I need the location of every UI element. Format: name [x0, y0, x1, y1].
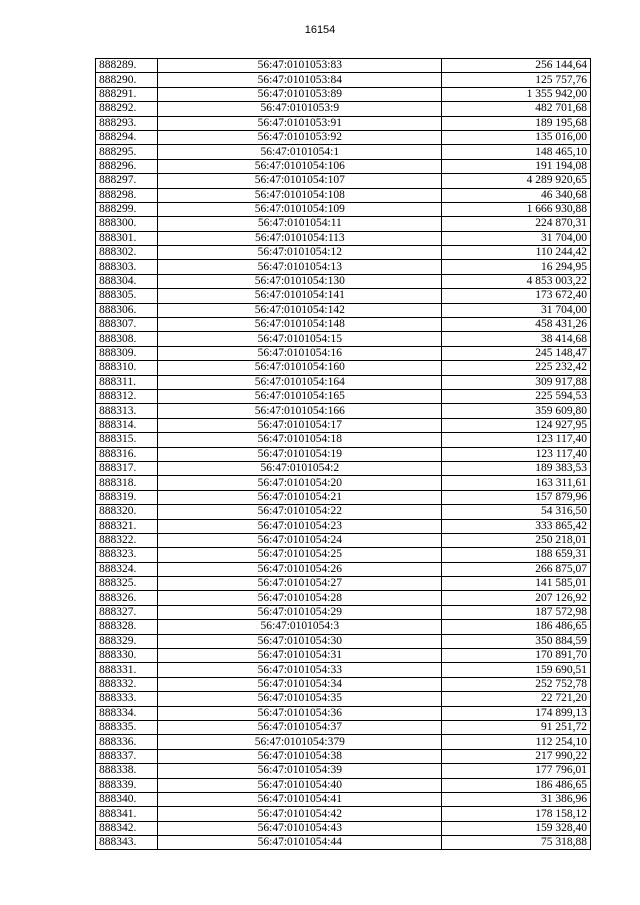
row-number: 888316. — [96, 447, 158, 461]
row-number: 888327. — [96, 605, 158, 619]
row-number: 888328. — [96, 620, 158, 634]
cadastral-value: 135 016,00 — [442, 130, 591, 144]
row-number: 888302. — [96, 246, 158, 260]
cadastral-number: 56:47:0101053:83 — [158, 59, 442, 73]
row-number: 888304. — [96, 274, 158, 288]
row-number: 888308. — [96, 332, 158, 346]
cadastral-number: 56:47:0101054:109 — [158, 202, 442, 216]
cadastral-number: 56:47:0101054:31 — [158, 649, 442, 663]
cadastral-number: 56:47:0101054:108 — [158, 188, 442, 202]
table-row — [96, 634, 591, 648]
row-number: 888289. — [96, 59, 158, 73]
table-row — [96, 389, 591, 403]
cadastral-number: 56:47:0101054:142 — [158, 303, 442, 317]
cadastral-number: 56:47:0101054:165 — [158, 389, 442, 403]
table-row — [96, 332, 591, 346]
row-number: 888340. — [96, 792, 158, 806]
row-number: 888298. — [96, 188, 158, 202]
cadastral-value: 482 701,68 — [442, 102, 591, 116]
cadastral-value: 256 144,64 — [442, 59, 591, 73]
cadastral-value: 148 465,10 — [442, 145, 591, 159]
row-number: 888314. — [96, 418, 158, 432]
cadastral-number: 56:47:0101054:13 — [158, 260, 442, 274]
cadastral-value: 333 865,42 — [442, 519, 591, 533]
cadastral-number: 56:47:0101054:19 — [158, 447, 442, 461]
table-row — [96, 346, 591, 360]
row-number: 888311. — [96, 375, 158, 389]
row-number: 888329. — [96, 634, 158, 648]
table-row — [96, 188, 591, 202]
table-row — [96, 87, 591, 101]
table-row — [96, 807, 591, 821]
cadastral-value: 170 891,70 — [442, 649, 591, 663]
cadastral-value: 112 254,10 — [442, 735, 591, 749]
table-row — [96, 692, 591, 706]
cadastral-number: 56:47:0101053:89 — [158, 87, 442, 101]
table-row — [96, 102, 591, 116]
cadastral-number: 56:47:0101054:3 — [158, 620, 442, 634]
cadastral-number: 56:47:0101053:9 — [158, 102, 442, 116]
row-number: 888306. — [96, 303, 158, 317]
cadastral-number: 56:47:0101054:11 — [158, 217, 442, 231]
table-row — [96, 202, 591, 216]
cadastral-number: 56:47:0101053:84 — [158, 73, 442, 87]
table-row — [96, 706, 591, 720]
row-number: 888299. — [96, 202, 158, 216]
cadastral-number: 56:47:0101054:21 — [158, 490, 442, 504]
row-number: 888312. — [96, 389, 158, 403]
table-row — [96, 792, 591, 806]
table-row — [96, 174, 591, 188]
row-number: 888332. — [96, 677, 158, 691]
cadastral-value: 174 899,13 — [442, 706, 591, 720]
cadastral-value: 123 117,40 — [442, 433, 591, 447]
cadastral-value: 187 572,98 — [442, 605, 591, 619]
row-number: 888292. — [96, 102, 158, 116]
row-number: 888335. — [96, 720, 158, 734]
cadastral-value: 252 752,78 — [442, 677, 591, 691]
cadastral-value: 207 126,92 — [442, 591, 591, 605]
row-number: 888301. — [96, 231, 158, 245]
cadastral-number: 56:47:0101054:26 — [158, 562, 442, 576]
row-number: 888341. — [96, 807, 158, 821]
cadastral-value: 245 148,47 — [442, 346, 591, 360]
row-number: 888337. — [96, 749, 158, 763]
cadastral-value: 188 659,31 — [442, 548, 591, 562]
row-number: 888319. — [96, 490, 158, 504]
row-number: 888333. — [96, 692, 158, 706]
row-number: 888318. — [96, 476, 158, 490]
table-row — [96, 231, 591, 245]
table-row — [96, 159, 591, 173]
table-row — [96, 246, 591, 260]
row-number: 888342. — [96, 821, 158, 835]
cadastral-value: 163 311,61 — [442, 476, 591, 490]
row-number: 888317. — [96, 461, 158, 475]
cadastral-number: 56:47:0101054:166 — [158, 404, 442, 418]
cadastral-value: 22 721,20 — [442, 692, 591, 706]
cadastral-number: 56:47:0101054:34 — [158, 677, 442, 691]
cadastral-value: 46 340,68 — [442, 188, 591, 202]
row-number: 888326. — [96, 591, 158, 605]
cadastral-value: 159 690,51 — [442, 663, 591, 677]
cadastral-value: 31 704,00 — [442, 231, 591, 245]
row-number: 888297. — [96, 174, 158, 188]
row-number: 888295. — [96, 145, 158, 159]
cadastral-value: 189 383,53 — [442, 461, 591, 475]
table-row — [96, 519, 591, 533]
cadastral-number: 56:47:0101054:130 — [158, 274, 442, 288]
cadastral-value: 350 884,59 — [442, 634, 591, 648]
cadastral-value: 4 853 003,22 — [442, 274, 591, 288]
table-row — [96, 836, 591, 850]
cadastral-number: 56:47:0101054:30 — [158, 634, 442, 648]
cadastral-number: 56:47:0101054:41 — [158, 792, 442, 806]
row-number: 888330. — [96, 649, 158, 663]
table-row — [96, 461, 591, 475]
table-body — [96, 59, 591, 850]
cadastral-value: 224 870,31 — [442, 217, 591, 231]
table-row — [96, 447, 591, 461]
table-row — [96, 562, 591, 576]
table-row — [96, 130, 591, 144]
cadastral-number: 56:47:0101054:33 — [158, 663, 442, 677]
table-row — [96, 73, 591, 87]
row-number: 888339. — [96, 778, 158, 792]
row-number: 888324. — [96, 562, 158, 576]
cadastral-number: 56:47:0101054:27 — [158, 577, 442, 591]
cadastral-number: 56:47:0101054:43 — [158, 821, 442, 835]
cadastral-value: 359 609,80 — [442, 404, 591, 418]
row-number: 888310. — [96, 361, 158, 375]
table-row — [96, 663, 591, 677]
cadastral-value: 191 194,08 — [442, 159, 591, 173]
cadastral-value: 31 386,96 — [442, 792, 591, 806]
cadastral-value: 54 316,50 — [442, 505, 591, 519]
table-row — [96, 260, 591, 274]
cadastral-number: 56:47:0101054:164 — [158, 375, 442, 389]
row-number: 888313. — [96, 404, 158, 418]
cadastral-value: 225 594,53 — [442, 389, 591, 403]
cadastral-value: 1 355 942,00 — [442, 87, 591, 101]
table-row — [96, 318, 591, 332]
row-number: 888290. — [96, 73, 158, 87]
cadastral-value: 186 486,65 — [442, 778, 591, 792]
cadastral-number: 56:47:0101054:23 — [158, 519, 442, 533]
table-row — [96, 274, 591, 288]
table-row — [96, 620, 591, 634]
cadastral-value: 173 672,40 — [442, 289, 591, 303]
table-row — [96, 217, 591, 231]
cadastral-number: 56:47:0101054:148 — [158, 318, 442, 332]
cadastral-value: 4 289 920,65 — [442, 174, 591, 188]
cadastral-number: 56:47:0101054:44 — [158, 836, 442, 850]
cadastral-value: 458 431,26 — [442, 318, 591, 332]
table-row — [96, 591, 591, 605]
table-row — [96, 59, 591, 73]
cadastral-value: 217 990,22 — [442, 749, 591, 763]
page-number: 16154 — [304, 24, 336, 36]
table-row — [96, 375, 591, 389]
cadastral-value: 1 666 930,88 — [442, 202, 591, 216]
cadastral-value: 177 796,01 — [442, 764, 591, 778]
cadastral-value: 38 414,68 — [442, 332, 591, 346]
row-number: 888325. — [96, 577, 158, 591]
table-row — [96, 433, 591, 447]
cadastral-number: 56:47:0101054:28 — [158, 591, 442, 605]
cadastral-value: 75 318,88 — [442, 836, 591, 850]
cadastral-number: 56:47:0101054:38 — [158, 749, 442, 763]
cadastral-value: 16 294,95 — [442, 260, 591, 274]
cadastral-value: 159 328,40 — [442, 821, 591, 835]
table-row — [96, 548, 591, 562]
cadastral-value-table — [95, 58, 591, 850]
row-number: 888322. — [96, 533, 158, 547]
cadastral-value: 189 195,68 — [442, 116, 591, 130]
cadastral-number: 56:47:0101054:113 — [158, 231, 442, 245]
cadastral-value: 110 244,42 — [442, 246, 591, 260]
cadastral-number: 56:47:0101053:92 — [158, 130, 442, 144]
cadastral-number: 56:47:0101054:107 — [158, 174, 442, 188]
cadastral-value: 91 251,72 — [442, 720, 591, 734]
row-number: 888294. — [96, 130, 158, 144]
row-number: 888320. — [96, 505, 158, 519]
row-number: 888303. — [96, 260, 158, 274]
table-row — [96, 605, 591, 619]
cadastral-value: 309 917,88 — [442, 375, 591, 389]
cadastral-number: 56:47:0101054:160 — [158, 361, 442, 375]
cadastral-number: 56:47:0101054:36 — [158, 706, 442, 720]
table-row — [96, 649, 591, 663]
cadastral-value: 186 486,65 — [442, 620, 591, 634]
cadastral-number: 56:47:0101054:17 — [158, 418, 442, 432]
table-row — [96, 418, 591, 432]
cadastral-number: 56:47:0101054:106 — [158, 159, 442, 173]
cadastral-value: 31 704,00 — [442, 303, 591, 317]
row-number: 888321. — [96, 519, 158, 533]
table-row — [96, 764, 591, 778]
cadastral-value: 125 757,76 — [442, 73, 591, 87]
cadastral-value: 124 927,95 — [442, 418, 591, 432]
cadastral-number: 56:47:0101054:16 — [158, 346, 442, 360]
cadastral-number: 56:47:0101053:91 — [158, 116, 442, 130]
cadastral-value: 250 218,01 — [442, 533, 591, 547]
row-number: 888323. — [96, 548, 158, 562]
cadastral-value: 141 585,01 — [442, 577, 591, 591]
row-number: 888336. — [96, 735, 158, 749]
table-row — [96, 476, 591, 490]
cadastral-number: 56:47:0101054:1 — [158, 145, 442, 159]
cadastral-number: 56:47:0101054:24 — [158, 533, 442, 547]
cadastral-number: 56:47:0101054:379 — [158, 735, 442, 749]
cadastral-number: 56:47:0101054:20 — [158, 476, 442, 490]
row-number: 888293. — [96, 116, 158, 130]
cadastral-value: 157 879,96 — [442, 490, 591, 504]
table-row — [96, 289, 591, 303]
table-row — [96, 116, 591, 130]
cadastral-number: 56:47:0101054:15 — [158, 332, 442, 346]
table-row — [96, 720, 591, 734]
table-row — [96, 145, 591, 159]
cadastral-number: 56:47:0101054:35 — [158, 692, 442, 706]
table-row — [96, 505, 591, 519]
cadastral-value: 225 232,42 — [442, 361, 591, 375]
cadastral-number: 56:47:0101054:12 — [158, 246, 442, 260]
table-row — [96, 577, 591, 591]
cadastral-number: 56:47:0101054:39 — [158, 764, 442, 778]
cadastral-number: 56:47:0101054:25 — [158, 548, 442, 562]
table-row — [96, 821, 591, 835]
row-number: 888309. — [96, 346, 158, 360]
row-number: 888307. — [96, 318, 158, 332]
row-number: 888343. — [96, 836, 158, 850]
cadastral-number: 56:47:0101054:29 — [158, 605, 442, 619]
row-number: 888300. — [96, 217, 158, 231]
table-row — [96, 533, 591, 547]
row-number: 888334. — [96, 706, 158, 720]
row-number: 888291. — [96, 87, 158, 101]
row-number: 888305. — [96, 289, 158, 303]
cadastral-value: 266 875,07 — [442, 562, 591, 576]
row-number: 888296. — [96, 159, 158, 173]
cadastral-number: 56:47:0101054:42 — [158, 807, 442, 821]
cadastral-value: 178 158,12 — [442, 807, 591, 821]
cadastral-number: 56:47:0101054:18 — [158, 433, 442, 447]
table-row — [96, 361, 591, 375]
table-row — [96, 749, 591, 763]
cadastral-number: 56:47:0101054:40 — [158, 778, 442, 792]
table-row — [96, 778, 591, 792]
row-number: 888338. — [96, 764, 158, 778]
cadastral-number: 56:47:0101054:141 — [158, 289, 442, 303]
cadastral-number: 56:47:0101054:22 — [158, 505, 442, 519]
cadastral-number: 56:47:0101054:37 — [158, 720, 442, 734]
row-number: 888331. — [96, 663, 158, 677]
table-row — [96, 735, 591, 749]
table-row — [96, 490, 591, 504]
table-row — [96, 303, 591, 317]
cadastral-value: 123 117,40 — [442, 447, 591, 461]
table-row — [96, 404, 591, 418]
table-row — [96, 677, 591, 691]
cadastral-number: 56:47:0101054:2 — [158, 461, 442, 475]
row-number: 888315. — [96, 433, 158, 447]
